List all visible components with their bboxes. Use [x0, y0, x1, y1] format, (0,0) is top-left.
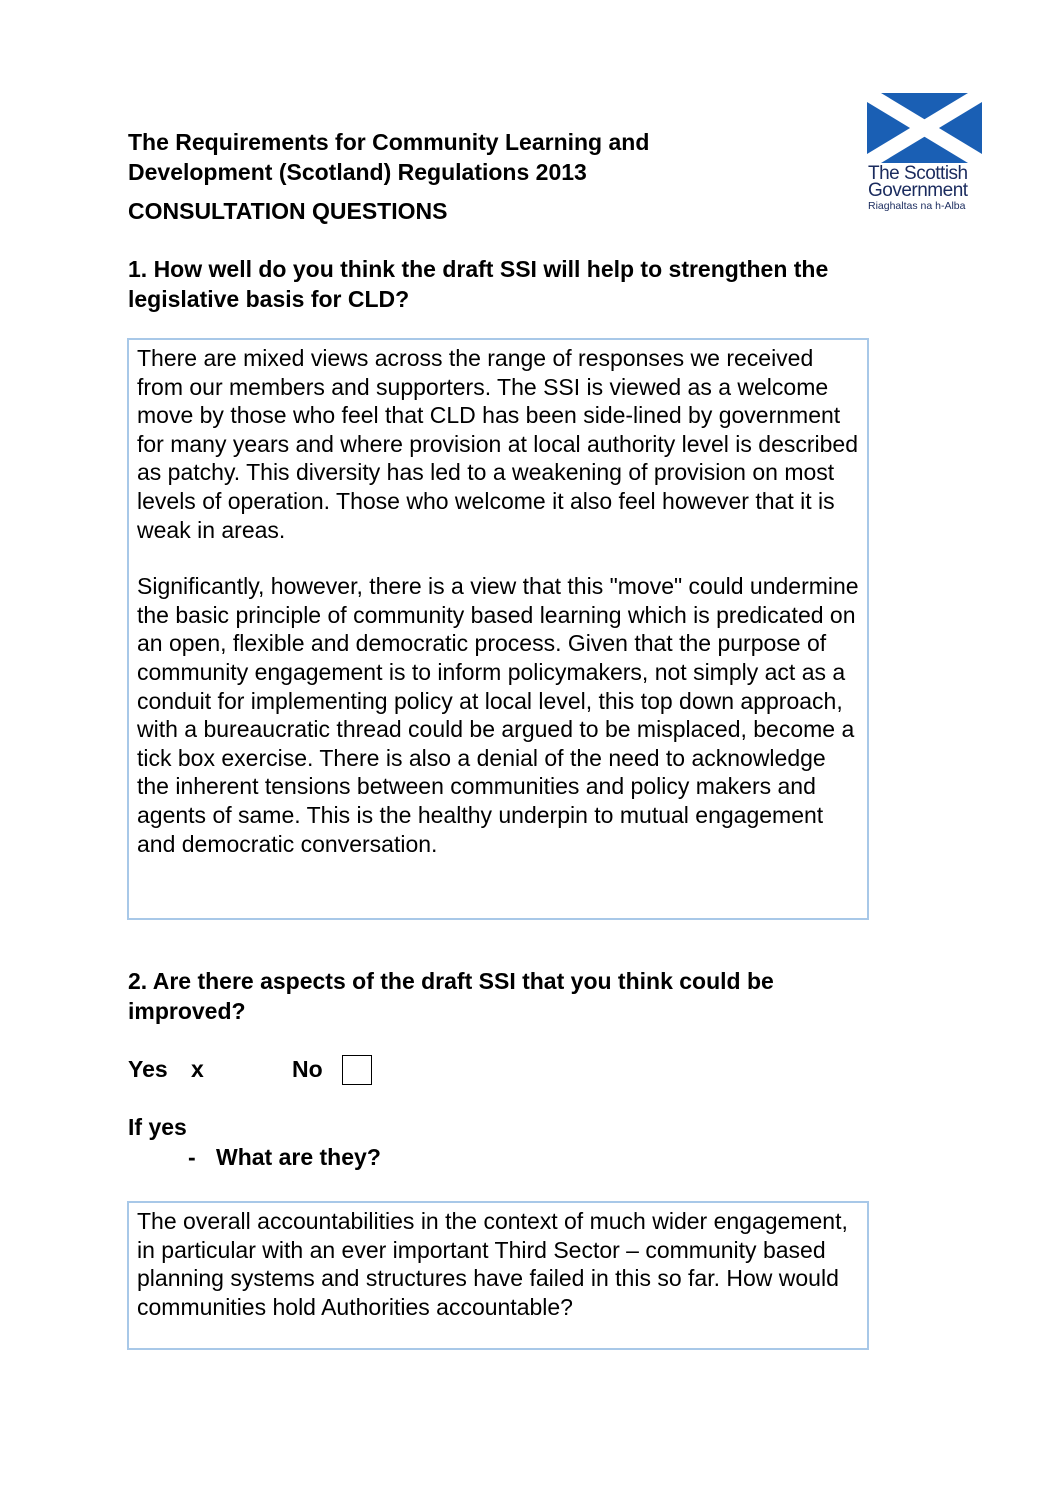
logo-text-line2: Government [868, 180, 968, 201]
answer-1-paragraph-1: There are mixed views across the range of responses we received from our members and supporters. The SSI is viewed as a welcome move by those who feel that CLD has been side-lined by government for many years and where provision at local authority level is described as patchy. This diversity has led to a weakening of provision on most levels of operation. Those who welcome it also feel however that it is weak in areas. [137, 345, 859, 543]
yes-label: Yes [128, 1056, 168, 1082]
section-heading: CONSULTATION QUESTIONS [128, 198, 448, 224]
if-yes-label: If yes [128, 1114, 187, 1140]
yes-checkbox-mark[interactable]: x [191, 1056, 204, 1082]
question-2: 2. Are there aspects of the draft SSI that you think could be improved? [128, 968, 774, 1024]
document-title: The Requirements for Community Learning and Development (Scotland) Regulations 2013 [128, 129, 650, 185]
question-1: 1. How well do you think the draft SSI will help to strengthen the legislative basis for CLD? [128, 256, 829, 312]
logo-text-gaelic: Riaghaltas na h-Alba [868, 200, 966, 212]
answer-2-text: The overall accountabilities in the context of much wider engagement, in particular with an ever important Third Sector – community based planning systems and structures have failed in this so far. How would communities hold Authorities accountable? [137, 1208, 848, 1320]
what-are-they-item [188, 1144, 381, 1171]
no-label: No [292, 1056, 323, 1082]
logo-text-line1: The Scottish [868, 163, 968, 184]
scottish-government-logo [852, 78, 1000, 226]
answer-box-1[interactable] [127, 338, 869, 920]
answer-1-paragraph-2: Significantly, however, there is a view that this "move" could undermine the basic principle of community based learning which is predicated on an open, flexible and democratic process. Given that the purpose of community engagement is to inform policymakers, not simply act as a conduit for implementing policy at local level, this top down approach, with a bureaucratic thread could be argued to be misplaced, become a tick box exercise. There is also a denial of the need to acknowledge the inherent tensions between communities and policy makers and agents of same. This is the healthy underpin to mutual engagement and democratic conversation. [137, 573, 859, 857]
answer-box-2[interactable] [127, 1201, 869, 1350]
what-are-they-label: What are they? [216, 1144, 381, 1170]
saltire-flag-icon [867, 93, 982, 163]
list-dash: - [188, 1144, 196, 1170]
no-checkbox[interactable] [342, 1055, 372, 1085]
